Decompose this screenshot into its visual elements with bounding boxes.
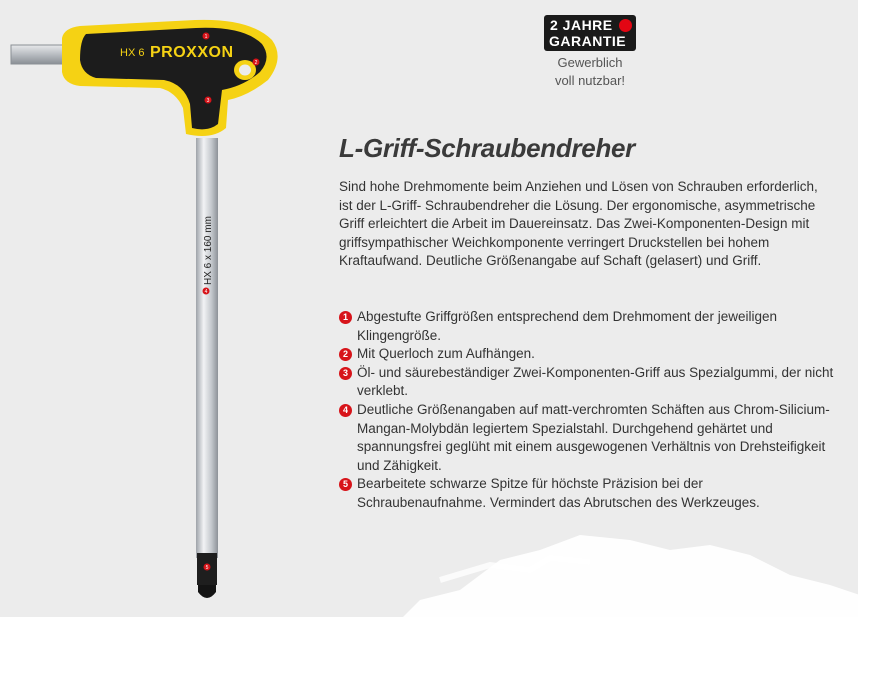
svg-text:5: 5	[205, 565, 209, 571]
badge-guarantee: GARANTIE	[549, 33, 627, 49]
svg-text:1: 1	[204, 34, 208, 40]
feature-item-4	[339, 401, 834, 475]
warranty-badge	[544, 15, 636, 51]
badge-sub-line2: voll nutzbar!	[554, 73, 626, 88]
svg-text:3: 3	[206, 98, 210, 104]
feature-text: Abgestufte Griffgrößen entsprechend dem Drehmoment der jeweiligen Klingengröße.	[357, 309, 777, 343]
feature-list	[339, 308, 834, 513]
ball-end	[198, 585, 216, 598]
feature-text: Mit Querloch zum Aufhängen.	[357, 346, 535, 362]
badge-red-dot	[619, 19, 632, 32]
feature-item-2	[339, 345, 834, 364]
feature-number-badge: 4	[339, 404, 352, 417]
hex-bit	[11, 45, 67, 64]
background-highlight	[380, 520, 858, 617]
badge-years: 2 JAHRE	[550, 17, 613, 33]
svg-text:2: 2	[254, 60, 258, 66]
handle-size-label: HX 6	[120, 47, 145, 59]
feature-text: Öl- und säurebeständiger Zwei-Komponenten-Griff aus Spezialgummi, der nicht verklebt.	[357, 364, 834, 399]
feature-number-badge: 5	[339, 478, 352, 491]
product-title: L-Griff-Schraubendreher	[339, 133, 635, 163]
badge-sub-line1: Gewerblich	[557, 55, 623, 70]
shaft-size-label: HX 6 x 160 mm	[203, 216, 214, 285]
badge-subtitle	[530, 54, 650, 90]
feature-text: Deutliche Größenangaben auf matt-verchromten Schäften aus Chrom-Silicium-Mangan-Molybdän legiertem Spezialstahl. Durchgehend gehärtet und spannungsfrei geglüht mit einem ausgewogenen Verhältnis von Drehsteifigkeit und Zähigkeit.	[357, 401, 830, 473]
shaft	[196, 138, 218, 558]
svg-text:4: 4	[204, 289, 208, 295]
feature-number-badge: 3	[339, 367, 352, 380]
feature-item-1	[339, 308, 834, 345]
feature-text: Bearbeitete schwarze Spitze für höchste Präzision bei der Schraubenaufnahme. Vermindert das Abrutschen des Werkzeuges.	[357, 476, 760, 510]
l-handle-screwdriver-image	[0, 0, 300, 617]
feature-number-badge: 2	[339, 348, 352, 361]
brand-logo-text: PROXXON	[150, 44, 234, 61]
feature-item-5	[339, 475, 834, 512]
feature-item-3	[339, 364, 834, 401]
feature-number-badge: 1	[339, 311, 352, 324]
product-intro: Sind hohe Drehmomente beim Anziehen und Lösen von Schrauben erforderlich, ist der L-Griff- Schraubendreher die Lösung. Der ergonomische, asymmetrische Griff erleichtert die Arbeit im Dauereinsatz. Das Zwei-Komponenten-Design mit griffsympathischer Weichkomponente verringert Druckstellen bei hohem Kraftaufwand. Deutliche Größenangabe auf Schaft (gelasert) und Griff.	[339, 179, 818, 269]
